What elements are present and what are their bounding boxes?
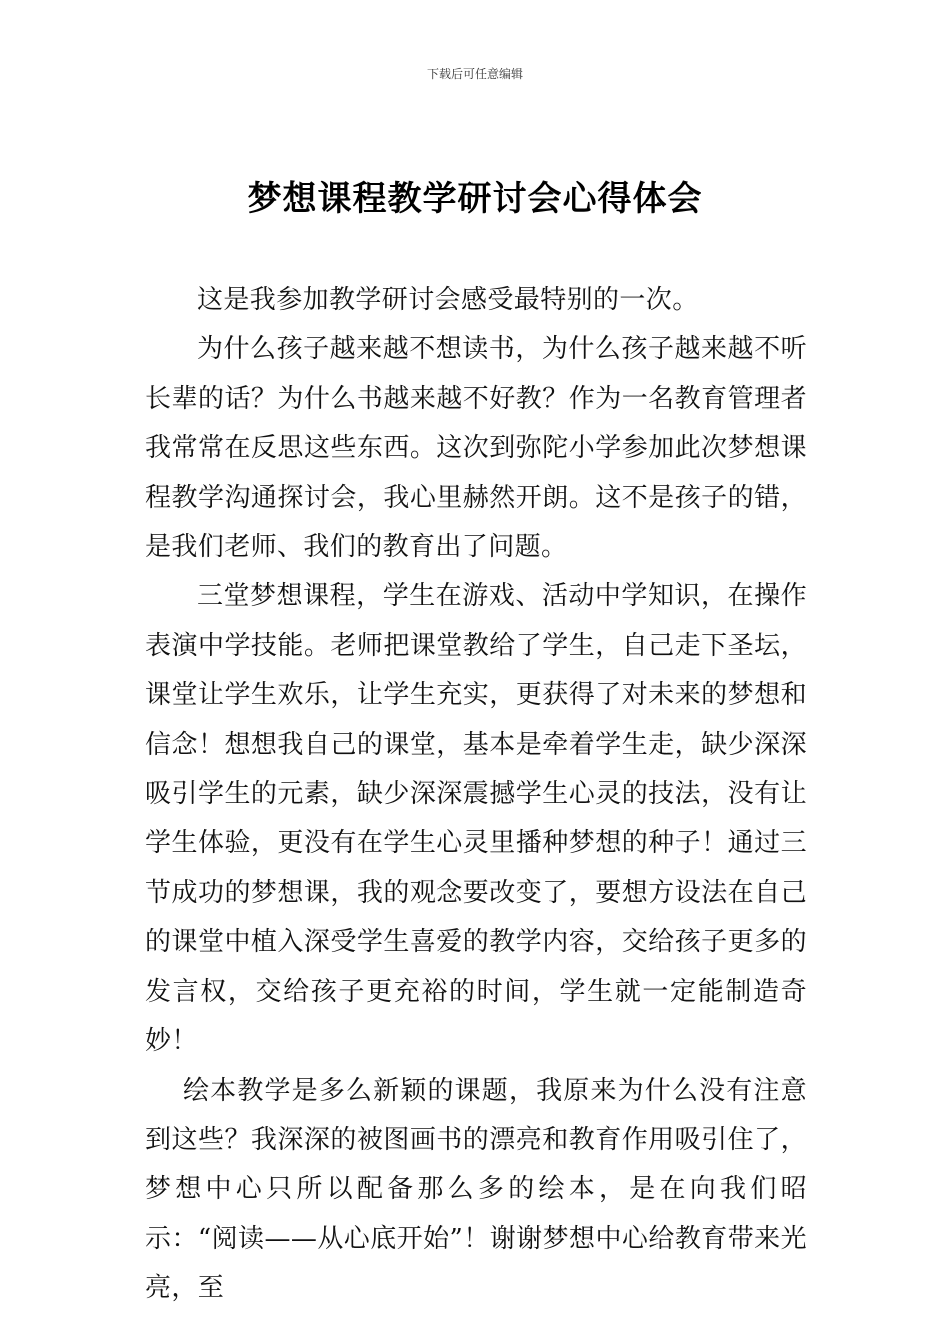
document-title: 梦想课程教学研讨会心得体会: [247, 179, 703, 219]
header-note: 下载后可任意编辑: [426, 67, 523, 81]
paragraph-4: 绘本教学是多么新颖的课题，我原来为什么没有注意到这些？我深深的被图画书的漂亮和教育作用吸引住了，梦想中心只所以配备那么多的绘本，是在向我们昭示：“阅读——从心底开始”！谢谢梦想中心给教育带来光亮，至: [145, 1075, 807, 1304]
document-body: [145, 276, 807, 1314]
paragraph-3: 三堂梦想课程，学生在游戏、活动中学知识，在操作表演中学技能。老师把课堂教给了学生，自己走下圣坛，课堂让学生欢乐，让学生充实，更获得了对未来的梦想和信念！想想我自己的课堂，基本是牵着学生走，缺少深深吸引学生的元素，缺少深深震撼学生心灵的技法，没有让学生体验，更没有在学生心灵里播种梦想的种子！通过三节成功的梦想课，我的观念要改变了，要想方设法在自己的课堂中植入深受学生喜爱的教学内容，交给孩子更多的发言权，交给孩子更充裕的时间，学生就一定能制造奇妙！: [145, 581, 807, 1057]
paragraph-2: 为什么孩子越来越不想读书，为什么孩子越来越不听长辈的话？为什么书越来越不好教？作为一名教育管理者我常常在反思这些东西。这次到弥陀小学参加此次梦想课程教学沟通探讨会，我心里赫然开朗。这不是孩子的错，是我们老师、我们的教育出了问题。: [145, 334, 807, 563]
paragraph-1: 这是我参加教学研讨会感受最特别的一次。: [197, 285, 699, 315]
